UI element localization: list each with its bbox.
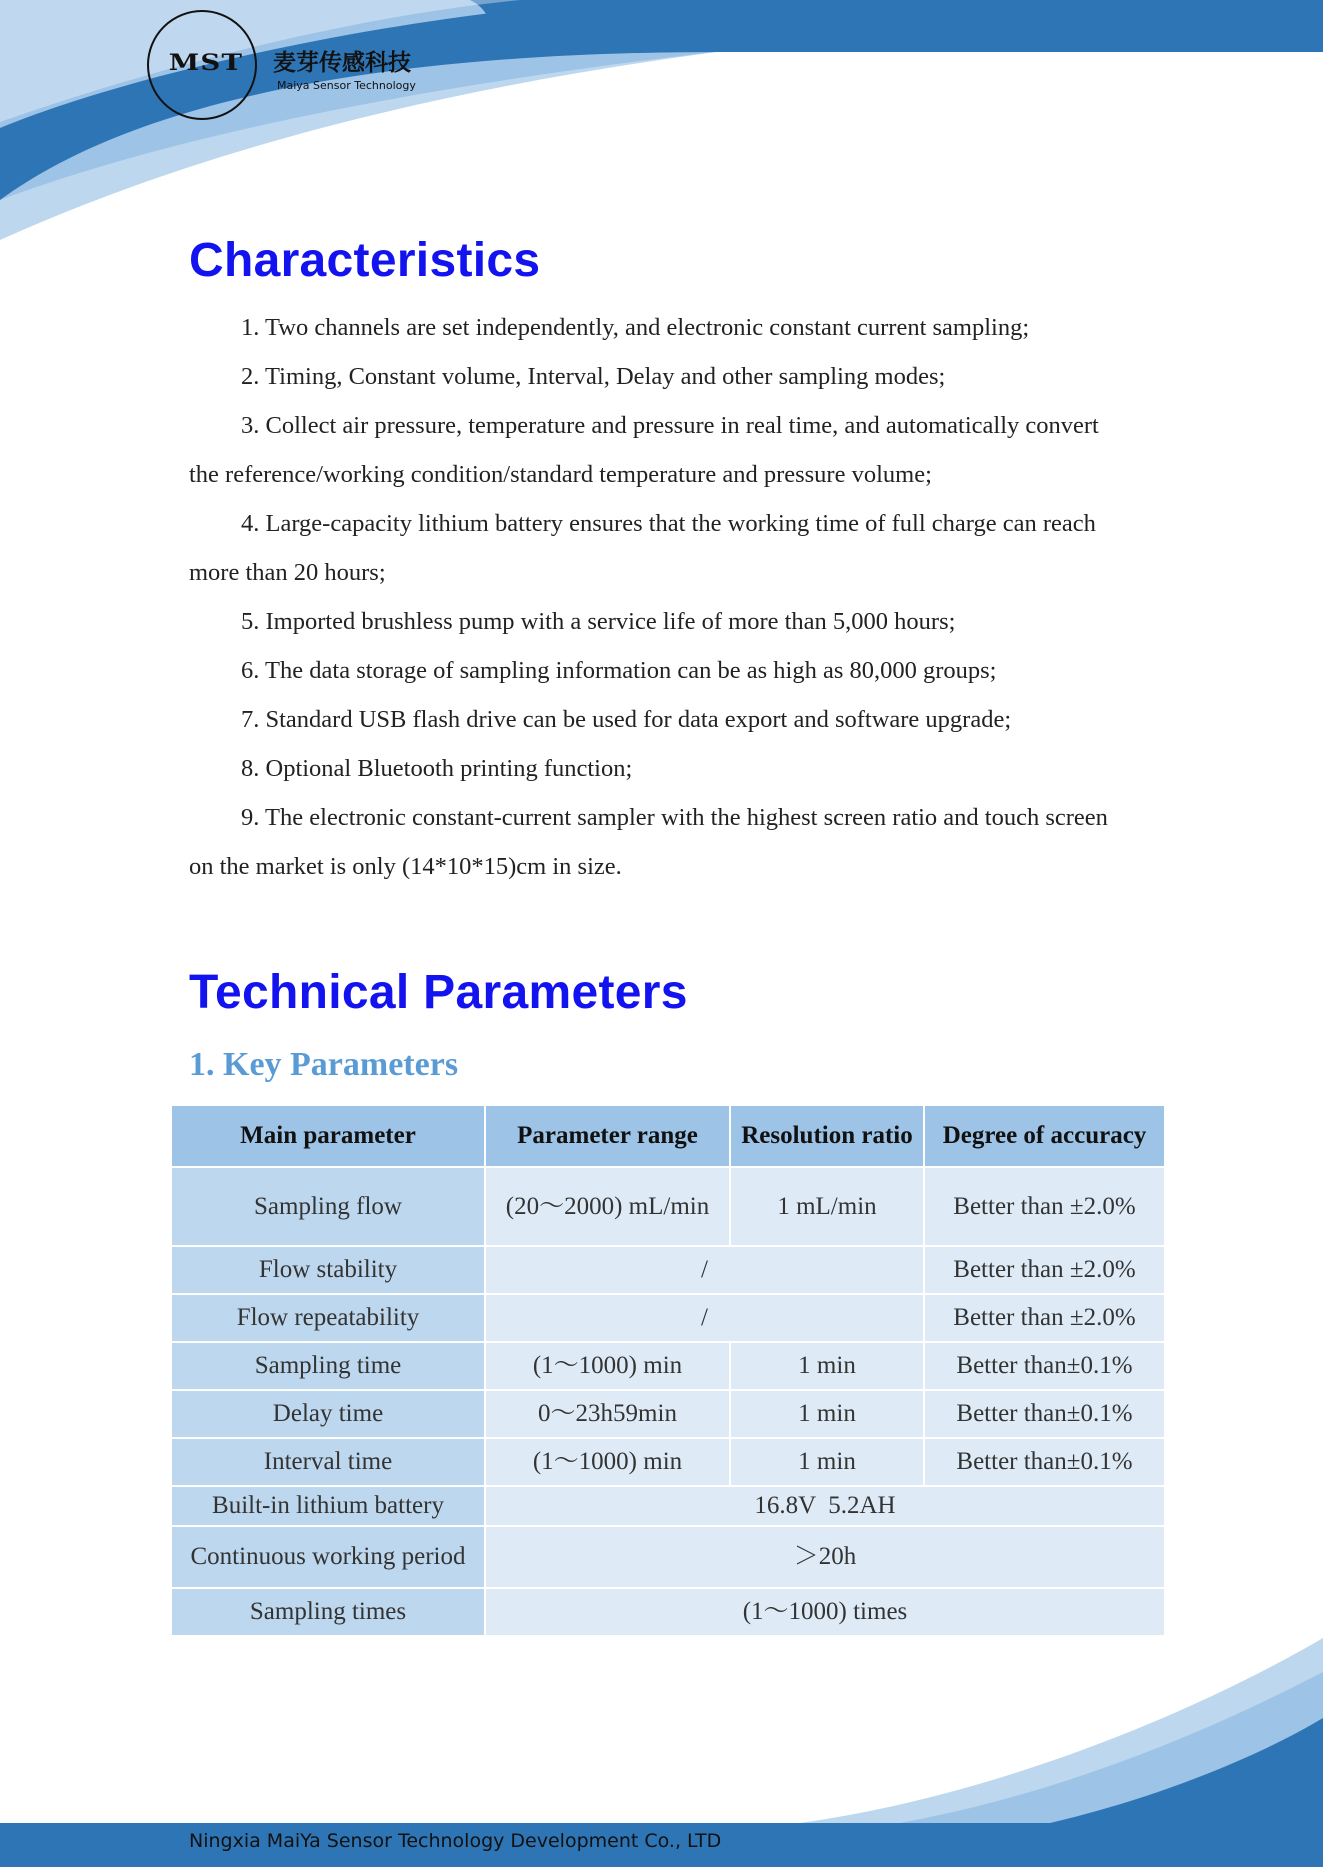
parameter-accuracy: Better than±0.1% [924,1342,1165,1390]
column-header: Main parameter [171,1105,485,1167]
parameter-range: / [485,1246,924,1294]
list-item: 4. Large-capacity lithium battery ensures that the working time of full charge can reach more than 20 hours; [189,510,1096,586]
parameter-name: Continuous working period [171,1526,485,1588]
parameter-name: Flow repeatability [171,1294,485,1342]
parameter-name: Interval time [171,1438,485,1486]
parameter-value: (1～1000) times [485,1588,1165,1636]
parameter-resolution: 1 mL/min [730,1167,924,1246]
footer-company-name: Ningxia MaiYa Sensor Technology Development Co., LTD [189,1830,722,1852]
parameter-value: 16.8V 5.2AH [485,1486,1165,1526]
list-item: 3. Collect air pressure, temperature and pressure in real time, and automatically convert the reference/working condition/standard temperature and pressure volume; [189,412,1099,488]
list-item: 5. Imported brushless pump with a service life of more than 5,000 hours; [241,608,956,635]
parameter-range: (1～1000) min [485,1342,730,1390]
parameter-value: ＞20h [485,1526,1165,1588]
parameter-resolution: 1 min [730,1390,924,1438]
parameter-resolution: 1 min [730,1438,924,1486]
parameter-accuracy: Better than ±2.0% [924,1246,1165,1294]
parameter-name: Sampling time [171,1342,485,1390]
table-row [171,1294,1165,1342]
table-row [171,1486,1165,1526]
company-name-english: Maiya Sensor Technology [277,79,416,92]
technical-parameters-heading: Technical Parameters [189,966,688,1019]
parameter-range: / [485,1294,924,1342]
column-header: Resolution ratio [730,1105,924,1167]
characteristics-list [189,303,1119,891]
list-item: 9. The electronic constant-current sampler with the highest screen ratio and touch screen on the market is only (14*10*15)cm in size. [189,804,1108,880]
parameter-range: 0～23h59min [485,1390,730,1438]
column-header: Degree of accuracy [924,1105,1165,1167]
parameter-name: Sampling flow [171,1167,485,1246]
list-item: 6. The data storage of sampling information can be as high as 80,000 groups; [241,657,997,684]
table-row [171,1390,1165,1438]
parameter-name: Sampling times [171,1588,485,1636]
company-name-chinese: 麦芽传感科技 [273,50,411,76]
parameter-range: (20～2000) mL/min [485,1167,730,1246]
logo-mark: MST [168,50,244,76]
table-row [171,1526,1165,1588]
parameter-accuracy: Better than ±2.0% [924,1294,1165,1342]
table-row [171,1342,1165,1390]
table-row [171,1246,1165,1294]
parameter-accuracy: Better than±0.1% [924,1438,1165,1486]
parameter-accuracy: Better than±0.1% [924,1390,1165,1438]
characteristics-heading: Characteristics [189,234,541,287]
list-item: 7. Standard USB flash drive can be used for data export and software upgrade; [241,706,1012,733]
parameter-name: Delay time [171,1390,485,1438]
table-row [171,1167,1165,1246]
table-header-row [171,1105,1165,1167]
table-row [171,1438,1165,1486]
list-item: 8. Optional Bluetooth printing function; [241,755,633,782]
column-header: Parameter range [485,1105,730,1167]
parameter-accuracy: Better than ±2.0% [924,1167,1165,1246]
parameter-range: (1～1000) min [485,1438,730,1486]
key-parameters-subheading: 1. Key Parameters [189,1046,459,1083]
parameter-name: Flow stability [171,1246,485,1294]
parameter-name: Built-in lithium battery [171,1486,485,1526]
list-item: 1. Two channels are set independently, and electronic constant current sampling; [241,314,1030,341]
key-parameters-table [170,1104,1166,1637]
list-item: 2. Timing, Constant volume, Interval, Delay and other sampling modes; [241,363,946,390]
parameter-resolution: 1 min [730,1342,924,1390]
